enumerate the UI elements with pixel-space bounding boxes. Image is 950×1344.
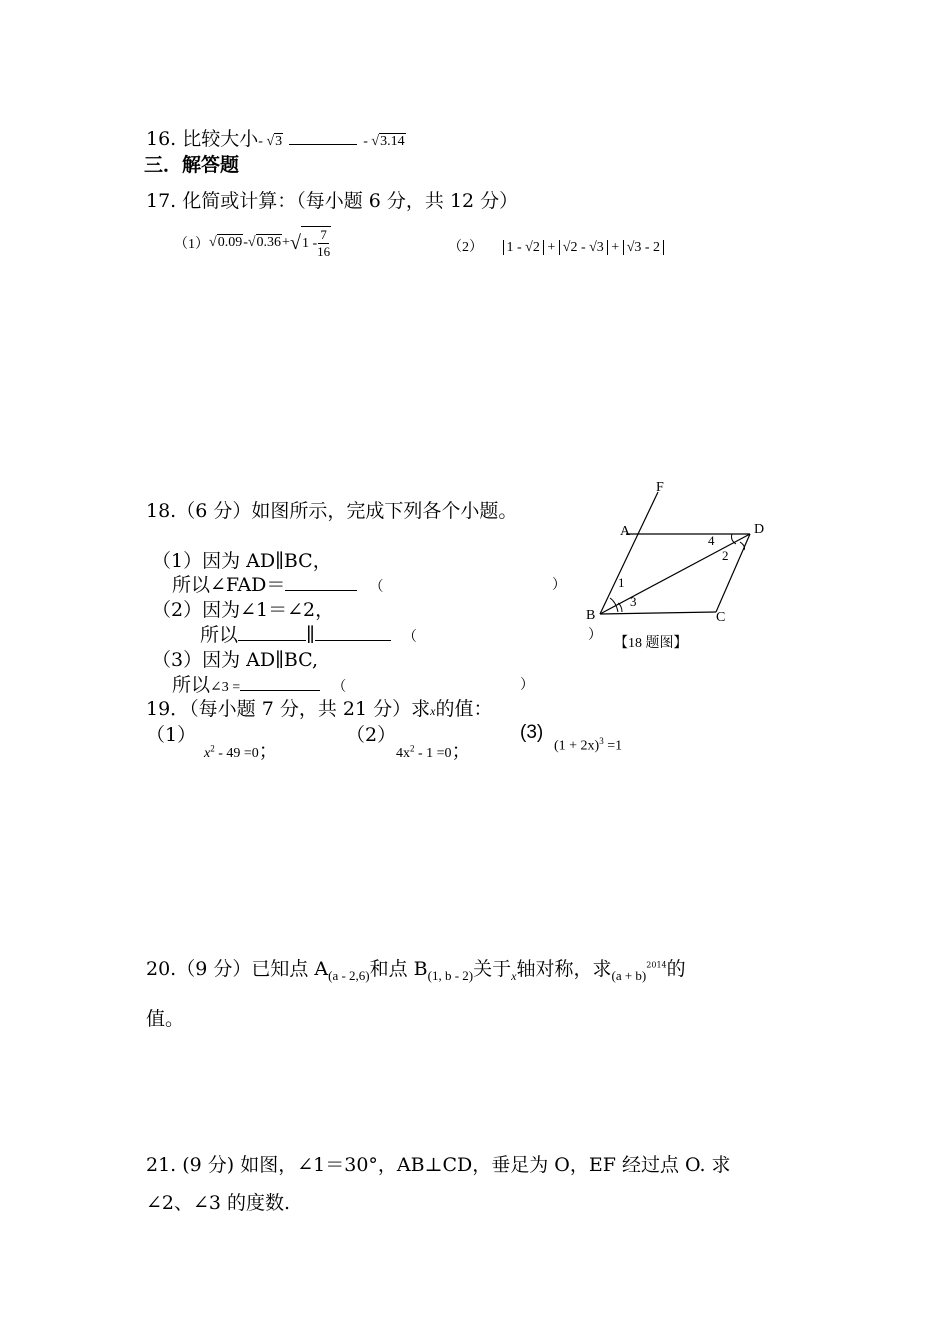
q18-line4: 所以 ∥ （ [200, 624, 417, 646]
q18-blank1[interactable] [285, 574, 357, 591]
q17-title: 17. 化简或计算：（每小题 6 分，共 12 分） [146, 190, 519, 212]
q18-blank4[interactable] [240, 674, 320, 691]
section-heading: 三．解答题 [144, 154, 240, 176]
q19-part1-label: （1） [146, 724, 197, 746]
q19-part3-expr: $(1 + 2x)^3 =1$ [554, 736, 623, 754]
angle-label-4: 4 [708, 533, 715, 548]
q16-left-sign: - [258, 134, 267, 149]
q18-blank2[interactable] [238, 624, 306, 641]
q18-line6-paren-close: ） [520, 678, 534, 693]
q19-part2-expr: $4x^2 - 1 =0$； [396, 741, 471, 762]
angle-label-3: 3 [630, 594, 637, 609]
q16-line [146, 124, 406, 151]
q18-line4-paren-close: ） [588, 628, 602, 643]
q18-line2-paren-close: ） [552, 578, 566, 593]
q18-line3: （2）因为∠1＝∠2， [152, 599, 335, 621]
line-bc [600, 612, 716, 614]
q18-figure [580, 474, 780, 654]
q19-part1-expr: $x^2 - 49 =0$； [204, 741, 278, 762]
line-bd [600, 534, 750, 614]
line-dc [716, 534, 750, 612]
q19-part3-label: (3) [520, 722, 544, 743]
point-b: B [586, 608, 596, 623]
angle-label-1: 1 [618, 575, 625, 590]
q17-part1: （1） √0.09 - √0.36 + √ 1 - $\frac{7}{16}$ [174, 227, 331, 259]
point-f: F [656, 480, 664, 495]
point-c: C [716, 610, 726, 625]
q16-right-sign: - [363, 134, 372, 149]
point-a: A [620, 524, 631, 539]
q18-line5: （3）因为 AD∥BC, [152, 649, 319, 671]
q16-left-expr: √3 [266, 134, 283, 149]
q18-line6: 所以∠3 = （ [172, 674, 347, 696]
q18-line1: （1）因为 AD∥BC， [152, 550, 332, 572]
q19-title: 19．（每小题 7 分，共 21 分）求x的值： [146, 698, 493, 720]
q17-part2: （2） 1 - √2 + √2 - √3 + √3 - 2 [448, 236, 664, 256]
q16-label: 16. 比较大小 [146, 128, 259, 150]
q21-line1: 21. (9 分) 如图，∠1＝30°，AB⊥CD，垂足为 O，EF 经过点 O. 求 [146, 1154, 731, 1176]
point-d: D [754, 522, 765, 537]
angle-label-2: 2 [722, 548, 729, 563]
q18-blank3[interactable] [315, 624, 391, 641]
q20-line2: 值。 [146, 1008, 185, 1030]
q19-part2-label: （2） [346, 724, 397, 746]
q18-line2: 所以∠FAD＝ （ [172, 574, 384, 596]
q21-line2: ∠2、∠3 的度数. [146, 1192, 291, 1214]
q20-line1: 20.（9 分）已知点 $A_{(a - 2,6)}$和点 $B_{(1, b - 2)}$关于$_x$轴对称，求$_{(a + b)}^{2014}$的 [146, 958, 686, 983]
q18-title: 18.（6 分）如图所示，完成下列各个小题。 [146, 500, 518, 522]
q16-right-expr: √3.14 [371, 134, 405, 149]
q18-figure-caption: 【18 题图】 [614, 636, 688, 651]
line-fb [600, 492, 658, 614]
q16-answer-blank[interactable] [289, 128, 357, 145]
